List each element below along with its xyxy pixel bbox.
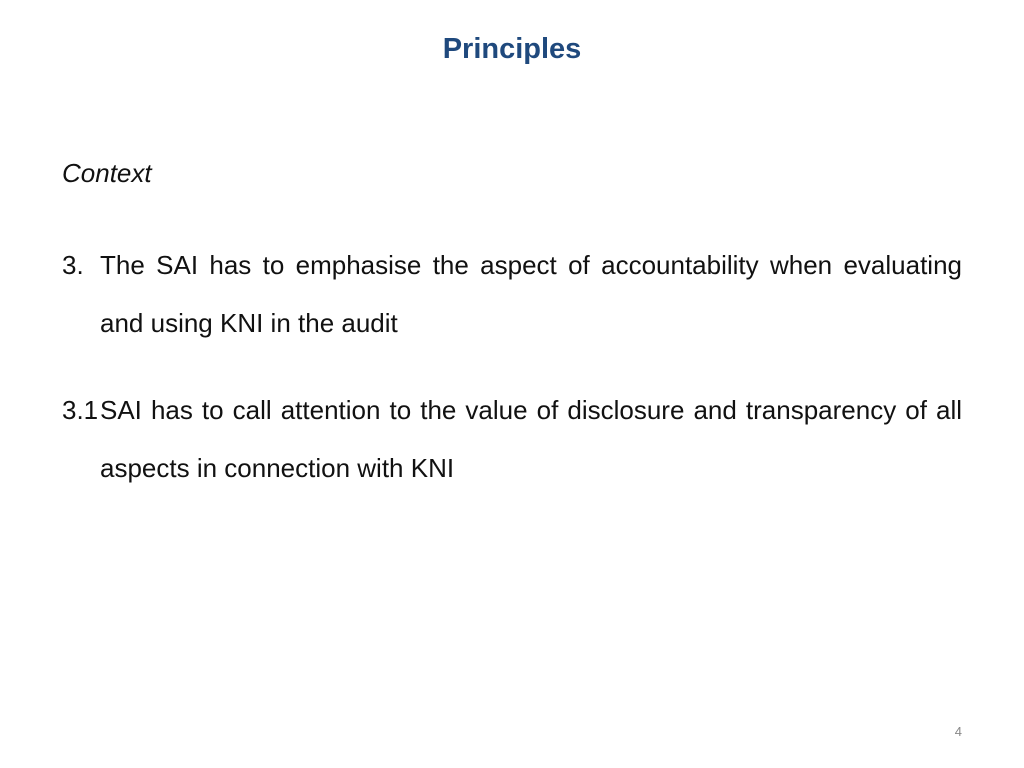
- slide-title: Principles: [442, 33, 582, 65]
- section-subtitle: Context: [62, 158, 152, 188]
- paragraph-3: [62, 236, 962, 352]
- paragraph-number: 3.1: [62, 395, 99, 425]
- paragraph-number: 3.: [62, 250, 84, 280]
- paragraph-3-1: [62, 381, 962, 497]
- paragraph-text: The SAI has to emphasise the aspect of accountability when evaluating and using KNI in the audit: [100, 250, 962, 338]
- page-number: 4: [954, 724, 962, 739]
- paragraph-text: SAI has to call attention to the value of disclosure and transparency of all aspects in connection with KNI: [100, 395, 962, 483]
